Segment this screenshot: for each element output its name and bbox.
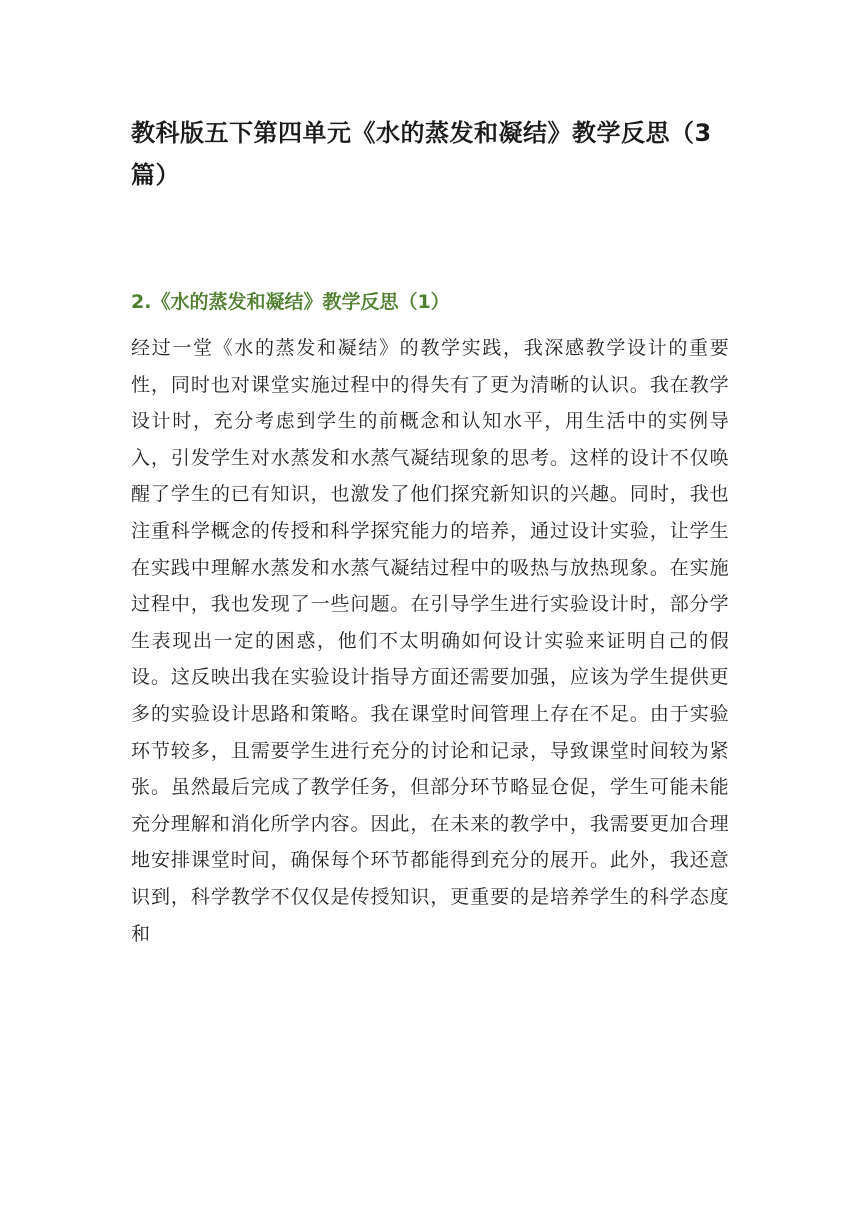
document-title: 教科版五下第四单元《水的蒸发和凝结》教学反思（3篇） — [131, 119, 712, 189]
section-body-paragraph: 经过一堂《水的蒸发和凝结》的教学实践，我深感教学设计的重要性，同时也对课堂实施过程中的得失有了更为清晰的认识。我在教学设计时，充分考虑到学生的前概念和认知水平，用生活中的实例导入，引发学生对水蒸发和水蒸气凝结现象的思考。这样的设计不仅唤醒了学生的已有知识，也激发了他们探究新知识的兴趣。同时，我也注重科学概念的传授和科学探究能力的培养，通过设计实验，让学生在实践中理解水蒸发和水蒸气凝结过程中的吸热与放热现象。在实施过程中，我也发现了一些问题。在引导学生进行实验设计时，部分学生表现出一定的困惑，他们不太明确如何设计实验来证明自己的假设。这反映出我在实验设计指导方面还需要加强，应该为学生提供更多的实验设计思路和策略。我在课堂时间管理上存在不足。由于实验环节较多，且需要学生进行充分的讨论和记录，导致课堂时间较为紧张。虽然最后完成了教学任务，但部分环节略显仓促，学生可能未能充分理解和消化所学内容。因此，在未来的教学中，我需要更加合理地安排课堂时间，确保每个环节都能得到充分的展开。此外，我还意识到，科学教学不仅仅是传授知识，更重要的是培养学生的科学态度和 — [131, 337, 729, 945]
section-heading: 2.《水的蒸发和凝结》教学反思（1） — [131, 291, 450, 313]
